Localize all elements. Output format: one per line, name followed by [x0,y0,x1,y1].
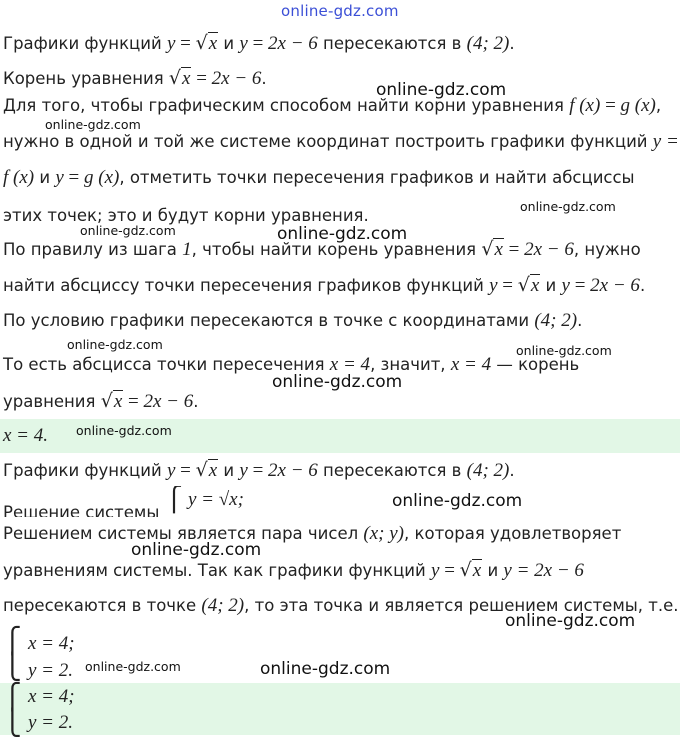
watermark: online-gdz.com [516,343,612,358]
watermark: online-gdz.com [277,224,408,244]
text-line: уравнения √x = 2x − 6. [3,390,199,412]
system-brace: ⎧ ⎩ [3,626,22,681]
text-line: найти абсциссу точки пересечения графиков функций y = √x и y = 2x − 6. [3,274,646,296]
text-line: Решением системы является пара чисел (x; y), которая удовлетворяет [3,523,622,544]
watermark: online-gdz.com [272,372,403,392]
watermark: online-gdz.com [520,199,616,214]
text-line: Графики функций y = √x и y = 2x − 6 пересекаются в (4; 2). [3,32,515,54]
text-line: уравнениям системы. Так как графики функций y = √x и y = 2x − 6 [3,559,584,581]
watermark: online-gdz.com [76,423,172,438]
answer-1: x = 4. [3,425,49,446]
system-eq: y = 2. [28,712,74,733]
text-line: пересекаются в точке (4; 2), то эта точка и является решением системы, т.е. [3,595,679,616]
answer-highlight [0,683,680,735]
text-line: Для того, чтобы графическим способом найти корни уравнения f (x) = g (x), [3,95,662,116]
watermark: online-gdz.com [85,659,181,674]
text-line: этих точек; это и будут корни уравнения. [3,206,369,225]
text-line: По правилу из шага 1, чтобы найти корень уравнения √x = 2x − 6, нужно [3,238,641,260]
text-line: f (x) и y = g (x), отметить точки пересечения графиков и найти абсциссы [3,167,635,188]
text-line: Корень уравнения √x = 2x − 6. [3,67,267,89]
watermark: online-gdz.com [80,223,176,238]
watermark: online-gdz.com [505,611,636,631]
system-eq: y = √x; [188,489,244,510]
system-eq: y = 2. [28,660,74,681]
watermark: online-gdz.com [67,337,163,352]
watermark: online-gdz.com [260,659,391,679]
text-line: То есть абсцисса точки пересечения x = 4, значит, x = 4 — корень [3,354,580,375]
site-header: online-gdz.com [281,2,399,20]
system-brace: ⎧ ⎩ [3,682,22,737]
system-eq: x = 4; [28,686,75,707]
text-line: Решение системы [3,503,160,517]
system-brace: ⎧ [165,486,183,513]
watermark: online-gdz.com [131,540,262,560]
watermark: online-gdz.com [45,117,141,132]
system-eq: x = 4; [28,633,75,654]
text-line: нужно в одной и той же системе координат построить графики функций y = [3,131,679,152]
watermark: online-gdz.com [376,80,507,100]
watermark: online-gdz.com [392,491,523,511]
clipped-line [0,486,680,517]
text-line: Графики функций y = √x и y = 2x − 6 пересекаются в (4; 2). [3,459,515,481]
text-line: По условию графики пересекаются в точке с координатами (4; 2). [3,310,583,331]
